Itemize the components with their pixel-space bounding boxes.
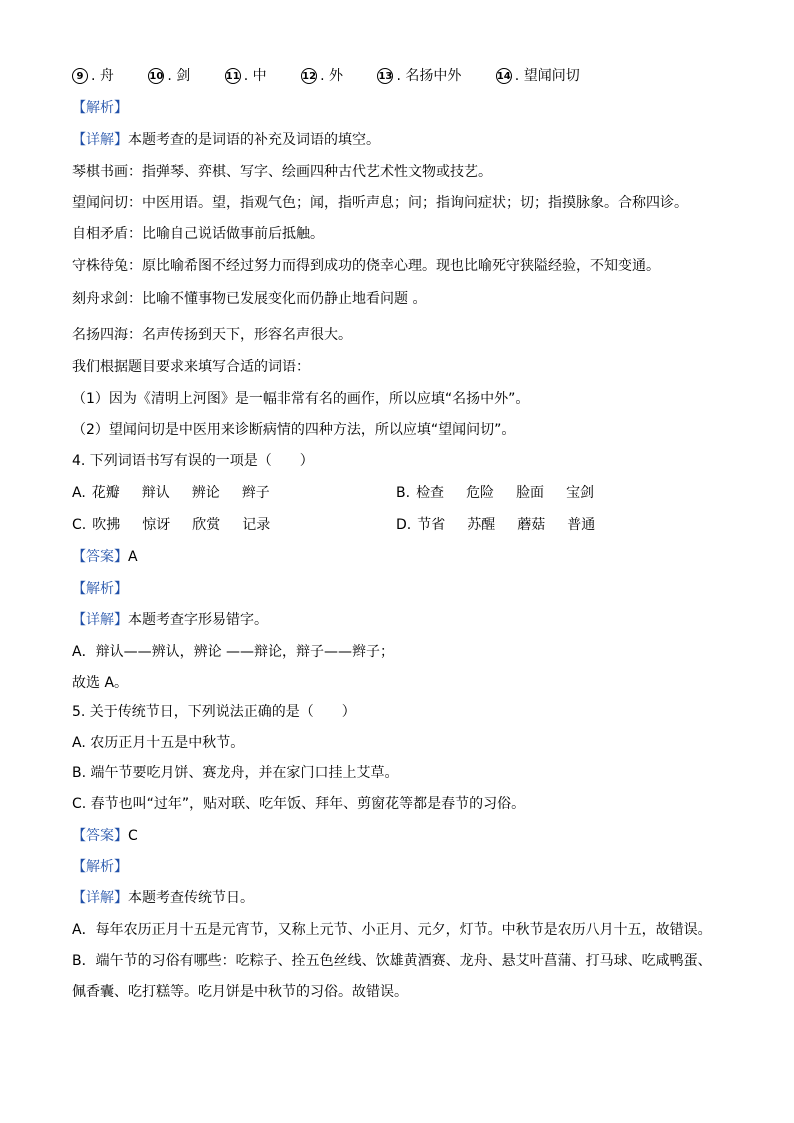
answer-item-10: 10 . 剑 [149, 68, 191, 84]
answers-row [72, 66, 610, 86]
circled-number: 10 [148, 68, 164, 84]
text-line: 守株待兔：原比喻希图不经过努力而得到成功的侥幸心理。现也比喻死守狭隘经验，不知变通。 [72, 258, 660, 274]
circled-number: 12 [301, 68, 317, 84]
q4-option-d: D. 节省 苏醒 蘑菇 普通 [396, 517, 596, 533]
circled-number: 13 [377, 68, 393, 84]
question-5: 5. 关于传统节日，下列说法正确的是（ ） [72, 704, 356, 720]
text-line: （2）望闻问切是中医用来诊断病情的四种方法，所以应填“望闻问切”。 [72, 422, 516, 438]
circled-number: 11 [225, 68, 241, 84]
q4-option-b: B. 检查 危险 脸面 宝剑 [396, 485, 595, 501]
text-line: （1）因为《清明上河图》是一幅非常有名的画作，所以应填“名扬中外”。 [72, 391, 530, 407]
answer-item-12: 12 . 外 [302, 68, 343, 84]
answer-item-11: 11 . 中 [225, 68, 267, 84]
q4-option-c: C. 吹拂 惊讶 欣赏 记录 [72, 517, 271, 533]
detail-line: 【详解】本题考查传统节日。 [72, 890, 254, 906]
answer-item-13: 13 . 名扬中外 [378, 68, 462, 84]
text-line: 故选 A。 [72, 675, 129, 691]
text-line: 望闻问切：中医用语。望，指观气色；闻，指听声息；问；指询问症状；切；指摸脉象。合称四诊。 [72, 195, 688, 211]
detail-line: 【详解】本题考查字形易错字。 [72, 612, 268, 628]
analysis-tag: 【解析】 [72, 581, 128, 597]
question-4: 4. 下列词语书写有误的一项是（ ） [72, 453, 314, 469]
detail-line: 【详解】本题考查的是词语的补充及词语的填空。 [72, 132, 380, 148]
q5-option-a: A. 农历正月十五是中秋节。 [72, 735, 245, 751]
q5-option-c: C. 春节也叫“过年”，贴对联、吃年饭、拜年、剪窗花等都是春节的习俗。 [72, 796, 526, 812]
analysis-tag: 【解析】 [72, 859, 128, 875]
text-line: B．端午节的习俗有哪些：吃粽子、拴五色丝线、饮雄黄酒赛、龙舟、悬艾叶菖蒲、打马球、吃咸鸭蛋、 [72, 953, 712, 969]
text-line: 佩香囊、吃打糕等。吃月饼是中秋节的习俗。故错误。 [72, 984, 408, 1000]
text-line: A．辩认——辨认，辨论 ——辩论，辩子——辫子； [72, 644, 395, 660]
text-line: 自相矛盾：比喻自己说话做事前后抵触。 [72, 226, 324, 242]
answer-item-9: 9 . 舟 [72, 66, 114, 86]
text-line: 我们根据题目要求来填写合适的词语： [72, 359, 310, 375]
q4-answer: 【答案】A [72, 549, 138, 565]
q5-answer: 【答案】C [72, 828, 138, 844]
q5-option-b: B. 端午节要吃月饼、赛龙舟，并在家门口挂上艾草。 [72, 765, 399, 781]
circled-number: 14 [496, 68, 512, 84]
answer-item-14: 14 . 望闻问切 [496, 68, 580, 84]
text-line: A．每年农历正月十五是元宵节，又称上元节、小正月、元夕，灯节。中秋节是农历八月十五，故错误。 [72, 922, 712, 938]
analysis-tag: 【解析】 [72, 100, 128, 116]
q4-option-a: A. 花瓣 辩认 辨论 辫子 [72, 485, 270, 501]
text-line: 琴棋书画：指弹琴、弈棋、写字、绘画四种古代艺术性文物或技艺。 [72, 164, 492, 180]
text-line: 名扬四海：名声传扬到天下，形容名声很大。 [72, 327, 352, 343]
circled-number: 9 [72, 68, 88, 84]
text-line: 刻舟求剑：比喻不懂事物已发展变化而仍静止地看问题 。 [72, 291, 427, 307]
